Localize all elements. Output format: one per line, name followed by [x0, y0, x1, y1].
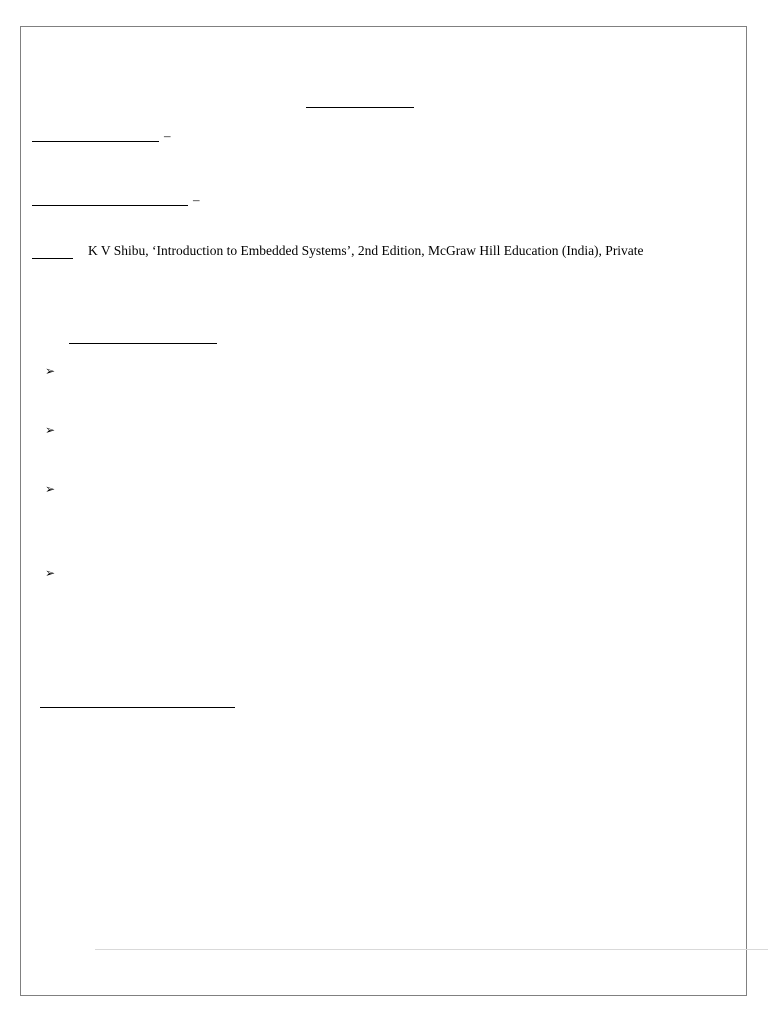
entry-1-dash: –: [164, 128, 171, 143]
list-item-bullet-1: ➢: [45, 364, 56, 378]
entry-2-dash: –: [193, 192, 200, 207]
entry-1-label-underline: [32, 141, 159, 142]
entry-2-label-underline: [32, 205, 188, 206]
section-2-heading-underline: [40, 707, 235, 708]
list-item-bullet-4: ➢: [45, 566, 56, 580]
reference-text: K V Shibu, ‘Introduction to Embedded Systems’, 2nd Edition, McGraw Hill Education (India), Private: [88, 243, 644, 258]
page-border: [20, 26, 747, 996]
reference-number-underline: [32, 258, 73, 259]
section-heading-underline: [69, 343, 217, 344]
list-item-bullet-3: ➢: [45, 482, 56, 496]
list-item-bullet-2: ➢: [45, 423, 56, 437]
title-heading-underline: [306, 107, 414, 108]
footer-separator: [95, 949, 768, 950]
